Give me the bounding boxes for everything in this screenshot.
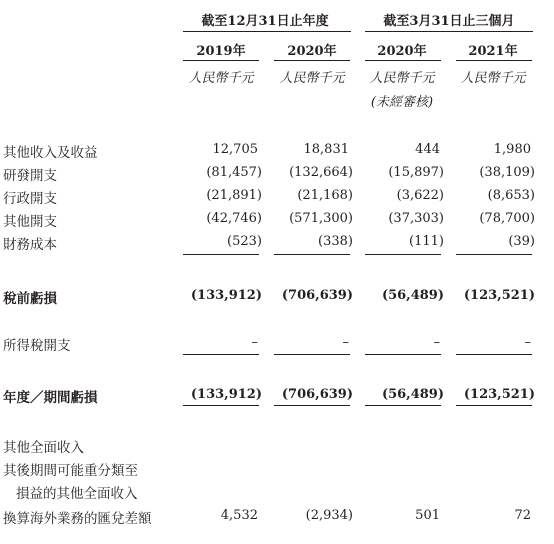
cell: 12,705 xyxy=(212,142,258,157)
cell: 501 xyxy=(415,508,440,523)
tax-rule-1 xyxy=(183,354,259,355)
row-label: 其他開支 xyxy=(3,214,57,230)
cell: 1,980 xyxy=(493,142,531,157)
cell: 18,831 xyxy=(303,142,349,157)
cell: (38,109) xyxy=(479,165,535,180)
group-rule-2 xyxy=(365,31,533,32)
cell: 444 xyxy=(415,142,440,157)
unit-label-2: 人民幣千元 xyxy=(279,71,345,86)
row-label: 研發開支 xyxy=(3,168,57,184)
cell: (132,664) xyxy=(289,165,353,180)
row-label: 其後期間可能重分類至 xyxy=(3,463,138,479)
cell: – xyxy=(524,335,531,350)
subtotal-rule-1 xyxy=(183,254,259,255)
cell: (81,457) xyxy=(206,165,262,180)
group-header-year-end: 截至12月31日止年度 xyxy=(201,14,329,29)
cell: – xyxy=(251,335,258,350)
row-label: 稅前虧損 xyxy=(3,291,57,307)
cell: (2,934) xyxy=(305,508,353,523)
cell: (523) xyxy=(227,234,262,249)
year-rule-3 xyxy=(365,60,441,61)
row-label: 年度／期間虧損 xyxy=(3,390,98,406)
tax-rule-2 xyxy=(274,354,350,355)
unaudited-note: (未經審核) xyxy=(370,95,434,110)
row-label: 所得稅開支 xyxy=(3,338,71,354)
row-label: 行政開支 xyxy=(3,191,57,207)
cell: (78,700) xyxy=(479,211,535,226)
group-header-three-months: 截至3月31日止三個月 xyxy=(383,14,515,29)
cell: 72 xyxy=(514,508,531,523)
cell: (15,897) xyxy=(388,165,444,180)
year-header-2020-q: 2020年 xyxy=(377,44,427,59)
cell: 4,532 xyxy=(220,508,258,523)
unit-label-1: 人民幣千元 xyxy=(188,71,254,86)
cell: (133,912) xyxy=(190,387,262,402)
total-rule-4 xyxy=(456,405,532,406)
group-rule-1 xyxy=(183,31,351,32)
year-rule-4 xyxy=(456,60,532,61)
year-header-2021-q: 2021年 xyxy=(468,44,518,59)
cell: (338) xyxy=(318,234,353,249)
row-label: 其他全面收入 xyxy=(3,440,84,456)
unit-label-4: 人民幣千元 xyxy=(460,71,526,86)
cell: (39) xyxy=(508,234,535,249)
cell: – xyxy=(342,335,349,350)
cell: (56,489) xyxy=(381,387,444,402)
cell: (21,891) xyxy=(206,188,262,203)
row-label: 財務成本 xyxy=(3,237,57,253)
year-rule-2 xyxy=(274,60,350,61)
total-rule-3 xyxy=(365,405,441,406)
cell: (706,639) xyxy=(281,288,353,303)
cell: (706,639) xyxy=(281,387,353,402)
row-label: 換算海外業務的匯兌差額 xyxy=(3,511,152,527)
year-rule-1 xyxy=(183,60,259,61)
row-label: 損益的其他全面收入 xyxy=(16,486,138,502)
cell: (8,653) xyxy=(487,188,535,203)
cell: (571,300) xyxy=(289,211,353,226)
total-rule-2 xyxy=(274,405,350,406)
subtotal-rule-3 xyxy=(365,254,441,255)
cell: (21,168) xyxy=(297,188,353,203)
cell: – xyxy=(433,335,440,350)
cell: (37,303) xyxy=(388,211,444,226)
tax-rule-4 xyxy=(456,354,532,355)
cell: (123,521) xyxy=(463,288,535,303)
cell: (42,746) xyxy=(206,211,262,226)
subtotal-rule-4 xyxy=(456,254,532,255)
unit-label-3: 人民幣千元 xyxy=(369,71,435,86)
cell: (111) xyxy=(409,234,444,249)
cell: (123,521) xyxy=(463,387,535,402)
cell: (133,912) xyxy=(190,288,262,303)
total-rule-1 xyxy=(183,405,259,406)
tax-rule-3 xyxy=(365,354,441,355)
cell: (3,622) xyxy=(396,188,444,203)
cell: (56,489) xyxy=(381,288,444,303)
row-label: 其他收入及收益 xyxy=(3,145,98,161)
year-header-2019: 2019年 xyxy=(196,44,246,59)
subtotal-rule-2 xyxy=(274,254,350,255)
year-header-2020: 2020年 xyxy=(287,44,337,59)
